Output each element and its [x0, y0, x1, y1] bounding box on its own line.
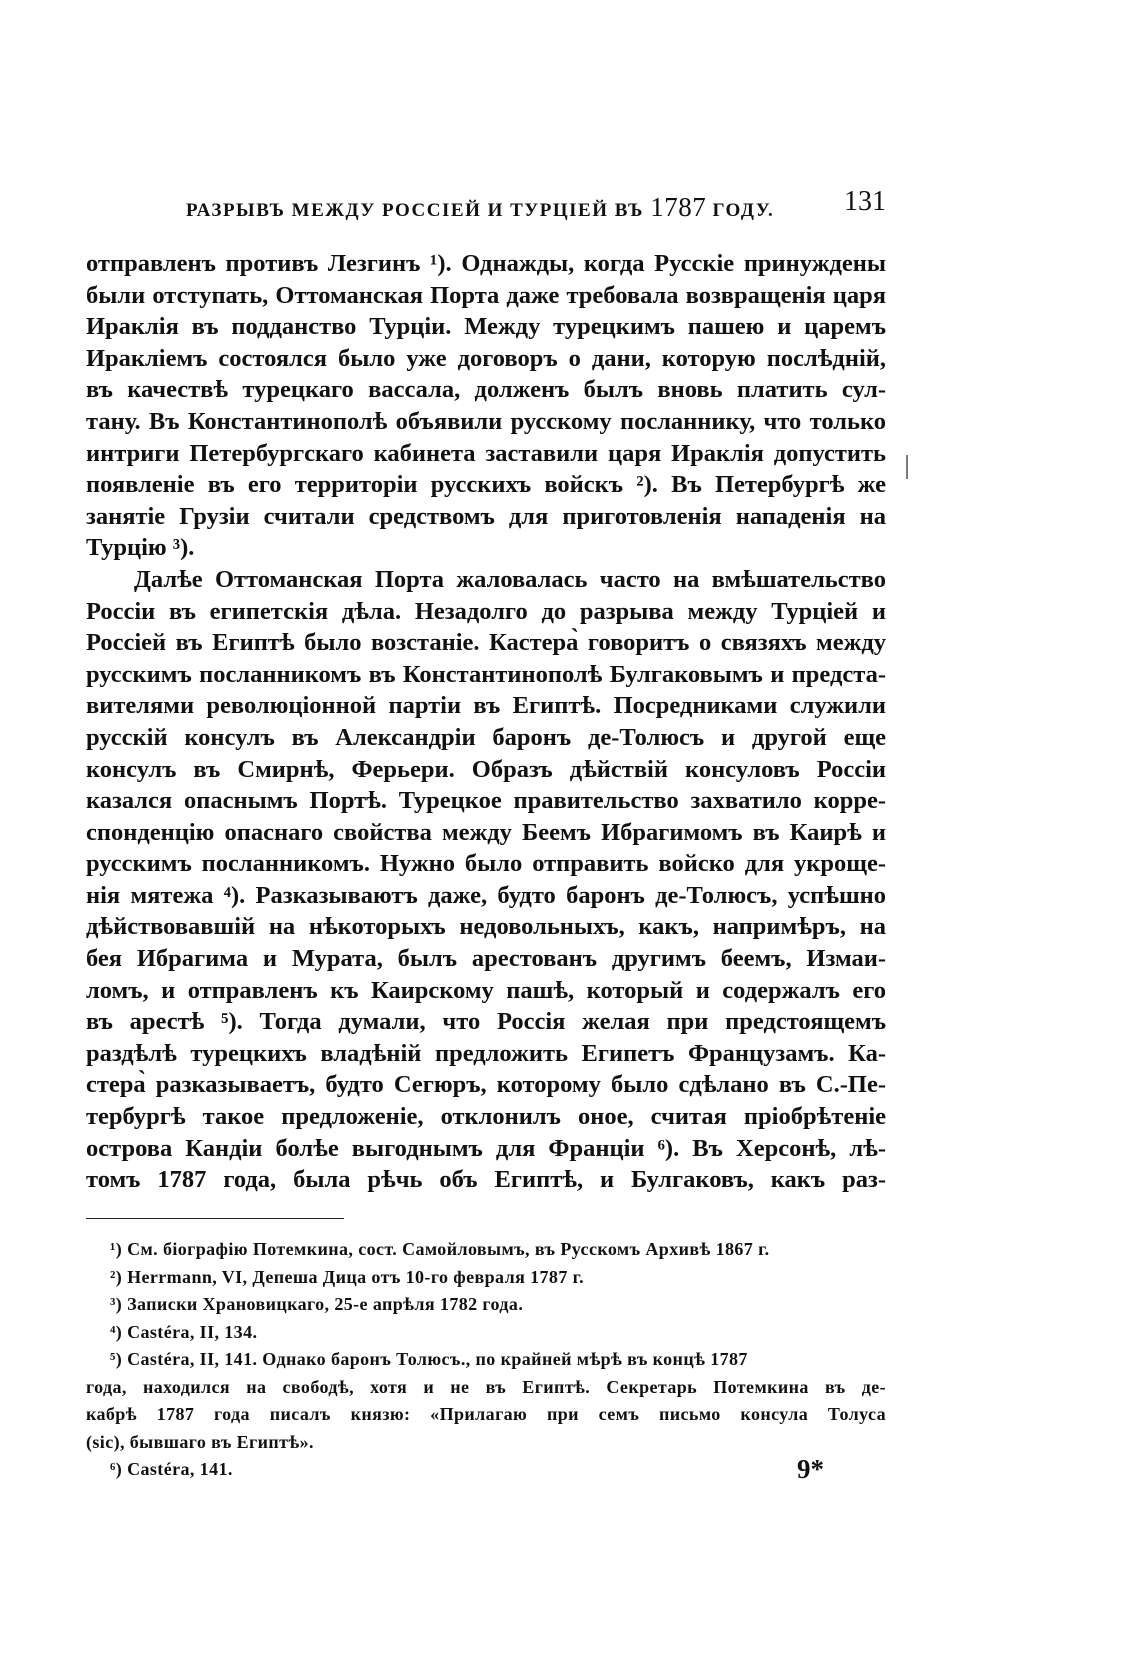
text-line: дѣйствовавшiй на нѣкоторыхъ недовольныхъ, какъ, напримѣръ, на: [86, 913, 886, 941]
running-title-text: РАЗРЫВЪ МЕЖДУ РОССIЕЙ И ТУРЦIЕЙ ВЪ: [186, 200, 644, 221]
text-line: русскимъ посланникомъ въ Константинополѣ Булгаковымъ и предста-: [86, 660, 886, 688]
text-line: стера̀ разказываетъ, будто Сегюръ, которому было сдѣлано въ С.-Пе-: [86, 1071, 886, 1099]
footnote-5-continued: года, находился на свободѣ, хотя и не въ Египтѣ. Секретарь Потемкина въ де-: [86, 1376, 886, 1397]
text-line: появленiе въ его территорiи русскихъ войскъ ²). Въ Петербургѣ же: [86, 471, 886, 499]
text-line: спонденцiю опаснаго свойства между Беемъ Ибрагимомъ въ Каирѣ и: [86, 818, 886, 846]
text-line: нiя мятежа ⁴). Разказываютъ даже, будто баронъ де-Толюсъ, успѣшно: [86, 881, 886, 909]
footnote-1: ¹) См. бiографiю Потемкина, сост. Самойловымъ, въ Русскомъ Архивѣ 1867 г.: [110, 1239, 770, 1259]
footnote-2: ²) Herrmann, VI, Депеша Дица отъ 10-го февраля 1787 г.: [110, 1266, 585, 1287]
text-line: Россiей въ Египтѣ было возстанiе. Кастера̀ говоритъ о связяхъ между: [86, 629, 886, 657]
running-header: [186, 186, 886, 226]
text-line: Ираклiемъ состоялся было уже договоръ о дани, которую послѣднiй,: [86, 344, 886, 372]
text-line: русскимъ посланникомъ. Нужно было отправить войско для укроще-: [86, 850, 886, 878]
text-line: въ арестѣ ⁵). Тогда думали, что Россiя желая при предстоящемъ: [86, 1008, 886, 1036]
text-line: Турцiю ³).: [86, 534, 195, 562]
text-line: консулъ въ Смирнѣ, Ферьери. Образъ дѣйствiй консуловъ Россiи: [86, 755, 886, 783]
paragraph-start-line: Далѣе Оттоманская Порта жаловалась часто на вмѣшательство: [134, 565, 886, 593]
text-line: отправленъ противъ Лезгинъ ¹). Однажды, когда Русскiе принуждены: [86, 250, 886, 277]
text-line: русскiй консулъ въ Александрiи баронъ де-Толюсъ и другой еще: [86, 723, 886, 751]
text-line: Ираклiя въ подданство Турцiи. Между турецкимъ пашею и царемъ: [86, 313, 886, 341]
footnote-5-continued: кабрѣ 1787 года писалъ князю: «Прилагаю при семъ письмо консула Толуса: [86, 1404, 886, 1424]
page-number: 131: [844, 186, 886, 217]
footnote-3: ³) Записки Храновицкаго, 25-е апрѣля 1782 года.: [110, 1294, 524, 1314]
footnote-5-continued: (sic), бывшаго въ Египтѣ».: [86, 1431, 314, 1452]
text-line: вителями революцiонной партiи въ Египтѣ. Посредниками служили: [86, 692, 886, 720]
running-title-year: 1787: [650, 192, 707, 222]
running-title-end: ГОДУ.: [712, 200, 775, 221]
footnote-4: ⁴) Castéra, II, 134.: [110, 1321, 258, 1342]
scan-mark: [906, 455, 908, 479]
text-line: занятiе Грузiи считали средствомъ для приготовленiя нападенiя на: [86, 502, 886, 530]
signature-mark: 9*: [797, 1454, 824, 1484]
running-title: [186, 192, 774, 223]
text-line: тану. Въ Константинополѣ объявили русскому посланнику, что только: [86, 407, 886, 435]
text-line: въ качествѣ турецкаго вассала, долженъ былъ вновь платить сул-: [86, 376, 886, 404]
text-line: тербургѣ такое предложенiе, отклонилъ оное, считая прiобрѣтенiе: [86, 1103, 886, 1131]
text-line: Россiи въ египетскiя дѣла. Незадолго до разрыва между Турцiей и: [86, 597, 886, 625]
text-line: бея Ибрагима и Мурата, былъ арестованъ другимъ беемъ, Измаи-: [86, 945, 886, 973]
footnote-5: ⁵) Castéra, II, 141. Однако баронъ Толюсъ., по крайней мѣрѣ въ концѣ 1787: [110, 1349, 748, 1369]
footnotes: [86, 1236, 886, 1484]
text-line: раздѣлѣ турецкихъ владѣнiй предложить Египетъ Французамъ. Ка-: [86, 1039, 886, 1067]
footnote-divider: [86, 1218, 344, 1219]
text-line: острова Кандiи болѣе выгоднымъ для Францiи ⁶). Въ Херсонѣ, лѣ-: [86, 1134, 886, 1162]
text-line: интриги Петербургскаго кабинета заставили царя Ираклiя допустить: [86, 439, 886, 467]
text-line: ломъ, и отправленъ къ Каирскому пашѣ, который и содержалъ его: [86, 976, 886, 1004]
main-text: [86, 248, 886, 1196]
text-line: были отступать, Оттоманская Порта даже требовала возвращенiя царя: [86, 281, 886, 309]
text-line: томъ 1787 года, была рѣчь объ Египтѣ, и Булгаковъ, какъ раз-: [86, 1166, 886, 1194]
footnote-6: ⁶) Castéra, 141.: [110, 1459, 233, 1479]
text-line: казался опаснымъ Портѣ. Турецкое правительство захватило корре-: [86, 787, 886, 815]
